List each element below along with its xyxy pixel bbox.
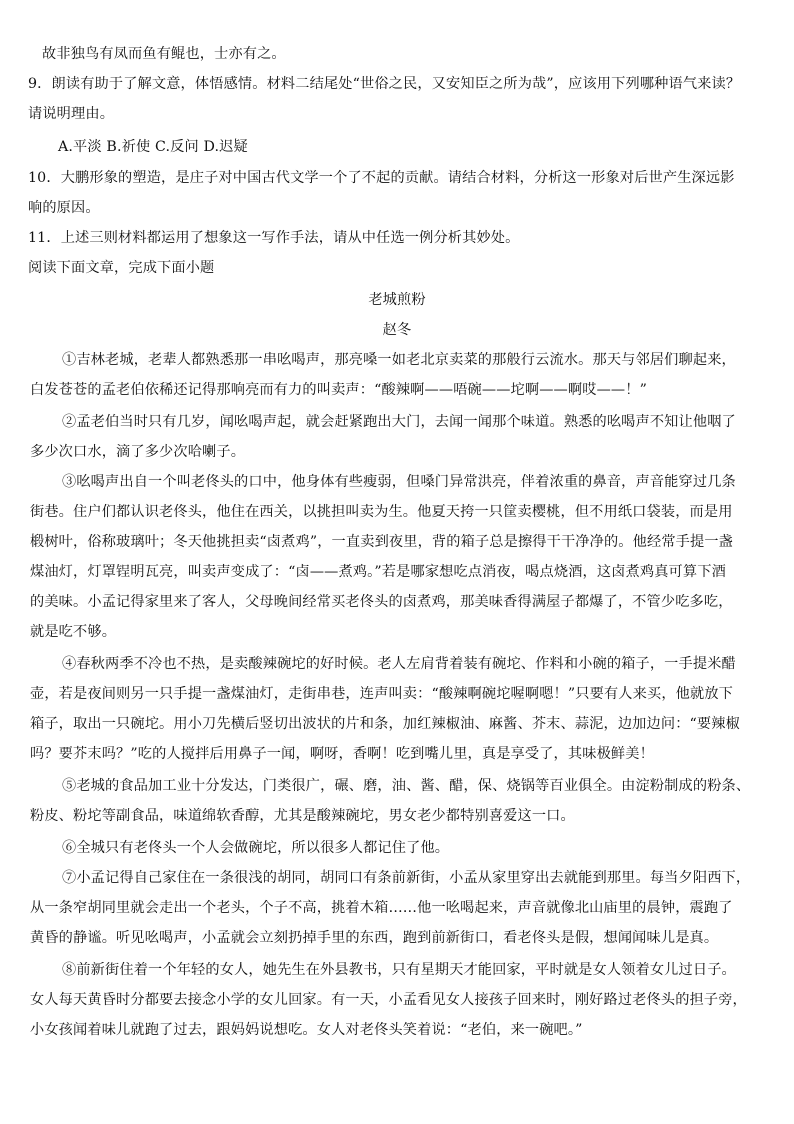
- text-line: 响的原因。: [28, 200, 100, 216]
- question-11: 11．上述三则材料都运用了想象这一写作手法，请从中任选一例分析其妙处。: [28, 230, 520, 246]
- paragraph-line: ⑦小孟记得自己家住在一条很浅的胡同，胡同口有条前新街，小孟从家里穿出去就能到那里。每当夕阳西下，: [62, 870, 751, 886]
- paragraph-line: ①吉林老城，老辈人都熟悉那一串吆喝声，那亮嗓一如老北京卖菜的那般行云流水。那天与邻居们聊起来，: [62, 352, 736, 368]
- paragraph-line: 煤油灯，灯罩锃明瓦亮，叫卖声变成了：“卤——煮鸡。”若是哪家想吃点消夜，喝点烧酒，这卤煮鸡真可算下酒: [30, 564, 726, 580]
- question-9: 9．朗读有助于了解文意，体悟感情。材料二结尾处“世俗之民，又安知臣之所为哉”，应该用下列哪种语气来读？: [28, 76, 741, 92]
- paragraph-line: ③吆喝声出自一个叫老佟头的口中，他身体有些瘦弱，但嗓门异常洪亮，伴着浓重的鼻音，声音能穿过几条: [62, 474, 736, 490]
- paragraph-line: ⑧前新街住着一个年轻的女人，她先生在外县教书，只有星期天才能回家，平时就是女人领着女儿过日子。: [62, 962, 736, 978]
- paragraph-line: 吗？要芥末吗？”吃的人搅拌后用鼻子一闻，啊呀，香啊！吃到嘴儿里，真是享受了，其味极鲜美！: [30, 746, 654, 762]
- paragraph-line: 小女孩闻着味儿就跑了过去，跟妈妈说想吃。女人对老佟头笑着说：“老伯，来一碗吧。”: [30, 1022, 583, 1038]
- paragraph-line: 多少次口水，滴了多少次哈喇子。: [30, 444, 246, 460]
- paragraph-line: ⑥全城只有老佟头一个人会做碗坨，所以很多人都记住了他。: [62, 840, 450, 856]
- paragraph-line: 女人每天黄昏时分都要去接念小学的女儿回家。有一天，小孟看见女人接孩子回来时，刚好路过老佟头的担子旁，: [30, 992, 747, 1008]
- paragraph-line: ⑤老城的食品加工业十分发达，门类很广，碾、磨，油、酱、醋，保、烧锅等百业俱全。由淀粉制成的粉条、: [62, 778, 751, 794]
- paragraph-line: 箱子，取出一只碗坨。用小刀先横后竖切出波状的片和条，加红辣椒油、麻酱、芥末、蒜泥，边加边问：“要辣椒: [30, 716, 740, 732]
- article-title: 老城煎粉: [368, 292, 426, 308]
- paragraph-line: ④春秋两季不冷也不热，是卖酸辣碗坨的好时候。老人左肩背着装有碗坨、作料和小碗的箱子，一手提米醋: [62, 656, 736, 672]
- paragraph-line: 的美味。小孟记得家里来了客人，父母晚间经常买老佟头的卤煮鸡，那美味香得满屋子都爆了，不管少吃多吃，: [30, 594, 733, 610]
- text-line: 故非独鸟有凤而鱼有鲲也，士亦有之。: [42, 46, 286, 62]
- paragraph-line: 白发苍苍的孟老伯依稀还记得那响亮而有力的叫卖声：“酸辣啊——唔碗——坨啊——啊哎——！”: [30, 382, 647, 398]
- text-line: 请说明理由。: [28, 106, 115, 122]
- paragraph-line: 粉皮、粉坨等副食品，味道绵软香醇，尤其是酸辣碗坨，男女老少都特别喜爱这一口。: [30, 808, 575, 824]
- question-10: 10．大鹏形象的塑造，是庄子对中国古代文学一个了不起的贡献。请结合材料，分析这一形象对后世产生深远影: [28, 170, 735, 186]
- paragraph-line: 就是吃不够。: [30, 624, 117, 640]
- section-instruction: 阅读下面文章，完成下面小题: [28, 260, 215, 276]
- paragraph-line: 从一条窄胡同里就会走出一个老头，个子不高，挑着木箱……他一吆喝起来，声音就像北山庙里的晨钟，震跑了: [30, 900, 733, 916]
- paragraph-line: 街巷。住户们都认识老佟头，他住在西关，以挑担叫卖为生。他夏天挎一只筐卖樱桃，但不用纸口袋装，而是用: [30, 504, 733, 520]
- article-author: 赵冬: [382, 322, 412, 338]
- paragraph-line: 椴树叶，俗称玻璃叶；冬天他挑担卖“卤煮鸡”，一直卖到夜里，背的箱子总是擦得干干净净的。他经常手提一盏: [30, 534, 734, 550]
- answer-options: A.平淡 B.祈使 C.反问 D.迟疑: [58, 139, 248, 155]
- paragraph-line: 黄昏的静谧。听见吆喝声，小孟就会立刻扔掉手里的东西，跑到前新街口，看老佟头是假，想闻闻味儿是真。: [30, 930, 719, 946]
- paragraph-line: ②孟老伯当时只有几岁，闻吆喝声起，就会赶紧跑出大门，去闻一闻那个味道。熟悉的吆喝声不知让他咽了: [62, 414, 736, 430]
- paragraph-line: 壶，若是夜间则另一只手提一盏煤油灯，走街串巷，连声叫卖：“酸辣啊碗坨喔啊嗯！”只要有人来买，他就放下: [30, 686, 734, 702]
